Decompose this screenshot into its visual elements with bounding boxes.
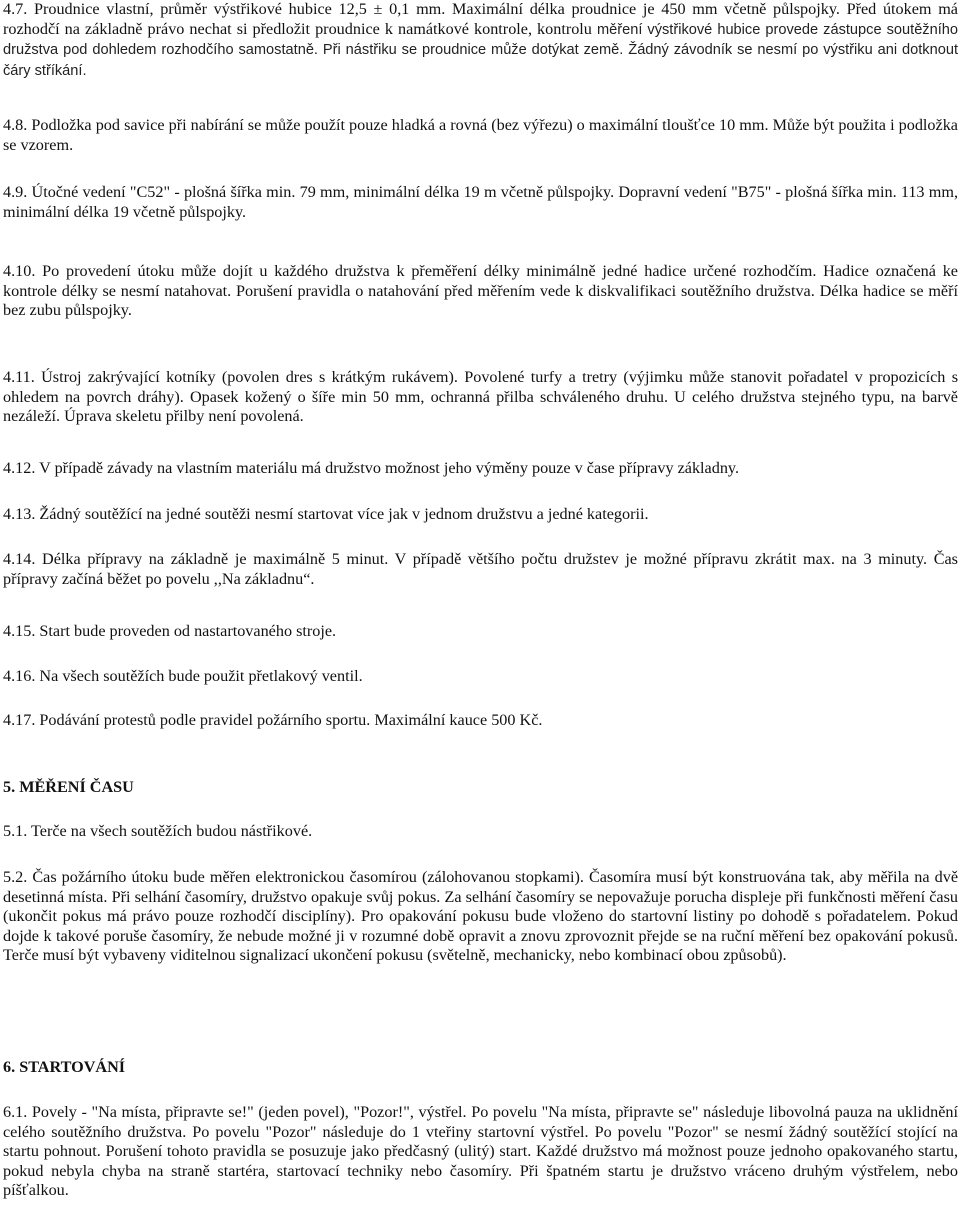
paragraph-4-13: 4.13. Žádný soutěžící na jedné soutěži nesmí startovat více jak v jednom družstvu a jedné kategorii. [3, 505, 649, 523]
paragraph-4-7-serif: 4.7. Proudnice vlastní, průměr výstřikové hubice 12,5 ± 0,1 mm. Maximální délka proudnice je 450 mm včetně půlspojky. Před útokem má rozhodčí na základně právo nechat si předložit proudnice k namátkové kontrole, kontrolu [3, 0, 958, 38]
paragraph-4-12: 4.12. V případě závady na vlastním materiálu má družstvo možnost jeho výměny pouze v čase přípravy základny. [3, 459, 740, 477]
paragraph-6-1: 6.1. Povely - "Na místa, připravte se!" (jeden povel), "Pozor!", výstřel. Po povelu "Na místa, připravte se" následuje libovolná pauza na uklidnění celého soutěžního družstva. Po povelu "Pozor" následuje do 1 vteřiny startovní výstřel. Po povelu "Pozor" se nesmí žádný soutěžící stojící na startu pohnout. Porušení tohoto pravidla se posuzuje jako předčasný (ulitý) start. Každé družstvo má možnost pouze jednoho opakovaného startu, pokud nebyla chyba na straně startéra, startovací techniky nebo časomíry. Při špatném startu je družstvo vráceno druhým výstřelem, nebo píšťalkou. [3, 1103, 958, 1199]
paragraph-4-9: 4.9. Útočné vedení "C52" - plošná šířka min. 79 mm, minimální délka 19 m včetně půlspojky. Dopravní vedení "B75" - plošná šířka min. 113 mm, minimální délka 19 včetně půlspojky. [3, 183, 958, 221]
paragraph-5-1: 5.1. Terče na všech soutěžích budou nástřikové. [3, 822, 313, 840]
paragraph-4-7-sans: měření výstřikové hubice provede zástupce soutěžního družstva pod dohledem rozhodčího samostatně. Při nástřiku se proudnice může dotýkat země. Žádný závodník se nesmí po výstřiku ani dotknout čáry stříkání. [3, 21, 959, 79]
paragraph-4-10: 4.10. Po provedení útoku může dojít u každého družstva k přeměření délky minimálně jedné hadice určené rozhodčím. Hadice označená ke kontrole délky se nesmí natahovat. Porušení pravidla o natahování před měřením vede k diskvalifikaci soutěžního družstva. Délka hadice se měří bez zubu půlspojky. [3, 262, 958, 319]
paragraph-5-2: 5.2. Čas požárního útoku bude měřen elektronickou časomírou (zálohovanou stopkami). Časomíra musí být konstruována tak, aby měřila na dvě desetinná místa. Při selhání časomíry, družstvo opakuje svůj pokus. Za selhání časomíry se nepovažuje porucha displeje při funkčnosti měření času (ukončit pokus má právo pouze rozhodčí disciplíny). Pro opakování pokusu bude vloženo do startovní listiny po dohodě s pořadatelem. Pokud dojde k takové poruše časomíry, že nebude možné ji v rozumné době opravit a znovu zprovoznit přejde se na ruční měření bez opakování pokusů. Terče musí být vybaveny viditelnou signalizací ukončení pokusu (světelně, mechanicky, nebo kombinací obou způsobů). [3, 868, 958, 964]
section-heading-5: 5. MĚŘENÍ ČASU [3, 778, 134, 796]
paragraph-4-14: 4.14. Délka přípravy na základně je maximálně 5 minut. V případě většího počtu družstev je možné přípravu zkrátit max. na 3 minuty. Čas přípravy začíná běžet po povelu ,,Na základnu“. [3, 550, 958, 588]
paragraph-4-11: 4.11. Ústroj zakrývající kotníky (povolen dres s krátkým rukávem). Povolené turfy a tretry (výjimku může stanovit pořadatel v propozicích s ohledem na povrch dráhy). Opasek kožený o šíře min 50 mm, ochranná přilba schváleného druhu. U celého družstva stejného typu, na barvě nezáleží. Úprava skeletu přilby není povolená. [3, 368, 958, 425]
paragraph-4-8: 4.8. Podložka pod savice při nabírání se může použít pouze hladká a rovná (bez výřezu) o maximální tloušťce 10 mm. Může být použita i podložka se vzorem. [3, 116, 958, 154]
section-heading-6: 6. STARTOVÁNÍ [3, 1058, 126, 1076]
paragraph-4-16: 4.16. Na všech soutěžích bude použit přetlakový ventil. [3, 667, 363, 685]
paragraph-4-17: 4.17. Podávání protestů podle pravidel požárního sportu. Maximální kauce 500 Kč. [3, 711, 543, 729]
paragraph-4-15: 4.15. Start bude proveden od nastartovaného stroje. [3, 622, 337, 640]
paragraph-4-7 [3, 0, 958, 81]
